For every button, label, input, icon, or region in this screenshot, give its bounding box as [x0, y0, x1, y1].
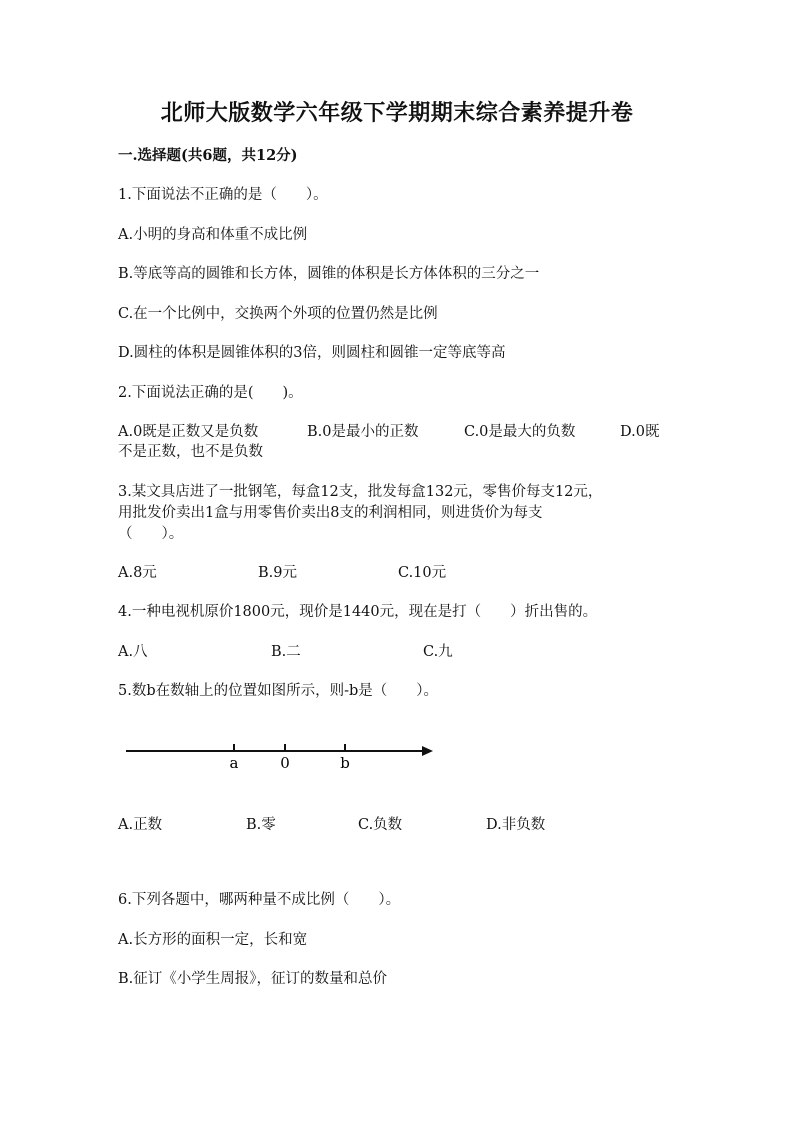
q1-option-c: C.在一个比例中，交换两个外项的位置仍然是比例 — [118, 306, 438, 322]
q2-option-b: B.0是最小的正数 — [307, 424, 419, 440]
q6-option-a: A.长方形的面积一定，长和宽 — [118, 932, 308, 948]
tick-label-zero: 0 — [280, 754, 290, 772]
q3-stem-line1: 3.某文具店进了一批钢笔，每盒12支，批发每盒132元，零售价每支12元， — [118, 484, 603, 500]
q3-stem-line2: 用批发价卖出1盒与用零售价卖出8支的利润相同，则进货价为每支 — [118, 505, 543, 521]
tick-label-b: b — [340, 754, 350, 772]
q3-option-b: B.9元 — [258, 565, 297, 581]
section-heading: 一.选择题(共6题，共12分) — [118, 147, 298, 164]
q6-option-b: B.征订《小学生周报》，征订的数量和总价 — [118, 971, 388, 987]
q5-option-d: D.非负数 — [486, 817, 546, 833]
q1-option-b: B.等底等高的圆锥和长方体，圆锥的体积是长方体体积的三分之一 — [118, 266, 540, 282]
q3-option-c: C.10元 — [398, 565, 447, 581]
q3-stem-line3: （ ）。 — [118, 526, 184, 542]
q6-stem: 6.下列各题中，哪两种量不成比例（ ）。 — [118, 892, 401, 908]
q5-option-c: C.负数 — [358, 817, 403, 833]
q2-option-d-continued: 不是正数，也不是负数 — [118, 444, 263, 460]
q5-option-b: B.零 — [246, 817, 276, 833]
q1-option-a: A.小明的身高和体重不成比例 — [118, 227, 308, 243]
q4-stem: 4.一种电视机原价1800元，现价是1440元，现在是打（ ）折出售的。 — [118, 604, 598, 620]
q2-option-c: C.0是最大的负数 — [464, 424, 576, 440]
number-line-figure — [0, 726, 794, 786]
q1-option-d: D.圆柱的体积是圆锥体积的3倍，则圆柱和圆锥一定等底等高 — [118, 345, 506, 361]
q5-option-a: A.正数 — [118, 817, 163, 833]
q5-stem: 5.数b在数轴上的位置如图所示，则-b是（ ）。 — [118, 683, 439, 699]
q1-stem: 1.下面说法不正确的是（ ）。 — [118, 187, 328, 203]
q2-stem: 2.下面说法正确的是( )。 — [118, 385, 303, 401]
page-title: 北师大版数学六年级下学期期末综合素养提升卷 — [160, 100, 634, 126]
number-line-arrow — [422, 746, 433, 756]
q2-option-a: A.0既是正数又是负数 — [118, 424, 259, 440]
q4-option-b: B.二 — [271, 644, 301, 660]
q3-option-a: A.8元 — [118, 565, 157, 581]
q4-option-c: C.九 — [423, 644, 453, 660]
q2-option-d: D.0既 — [620, 424, 660, 440]
tick-label-a: a — [229, 754, 239, 772]
q4-option-a: A.八 — [118, 644, 148, 660]
